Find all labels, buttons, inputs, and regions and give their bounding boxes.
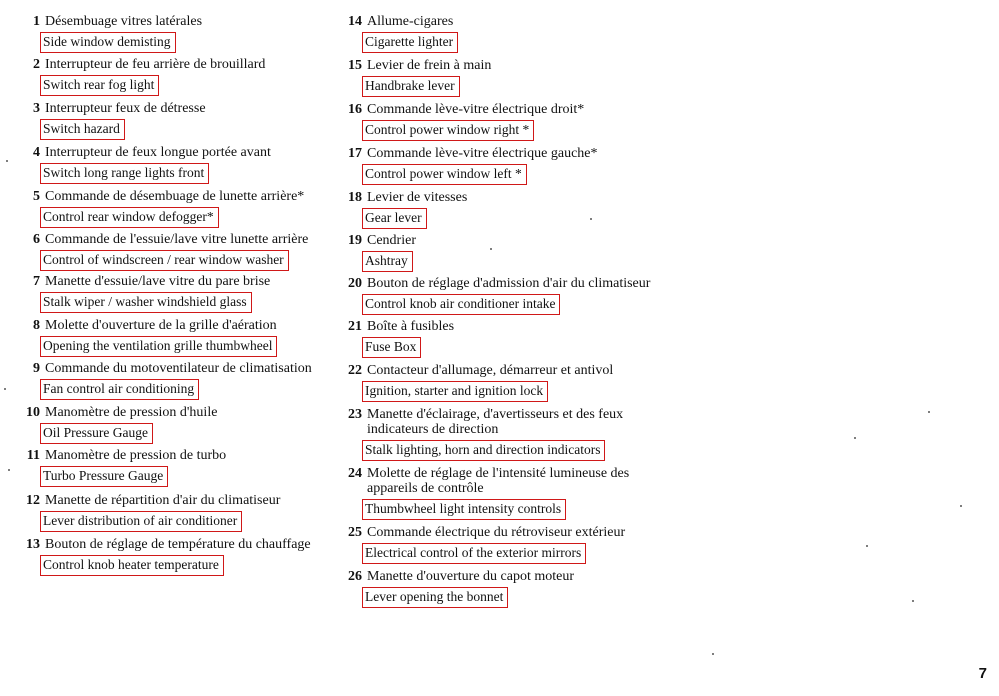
french-label: Manette d'ouverture du capot moteur: [367, 569, 575, 584]
legend-entry: [340, 102, 670, 141]
french-label-row: [340, 14, 670, 29]
french-label: Levier de frein à main: [367, 58, 492, 73]
scan-speck: [8, 469, 10, 471]
legend-entry: [340, 569, 670, 608]
item-number: 11: [26, 448, 40, 463]
scan-speck: [854, 437, 856, 439]
item-number: 24: [348, 466, 362, 481]
french-label-row: [18, 101, 328, 116]
french-label: Manomètre de pression d'huile: [45, 405, 218, 420]
legend-entry: [340, 190, 670, 229]
english-translation-box: Oil Pressure Gauge: [40, 423, 153, 444]
scan-speck: [960, 505, 962, 507]
french-label: Cendrier: [367, 233, 416, 248]
english-translation-box: Ignition, starter and ignition lock: [362, 381, 548, 402]
french-label: Interrupteur de feu arrière de brouillard: [45, 57, 266, 72]
french-label-row: [18, 145, 328, 160]
french-label: Commande de désembuage de lunette arrière*: [45, 189, 305, 204]
french-label: Commande du motoventilateur de climatisation: [45, 361, 312, 376]
legend-entry: [340, 14, 670, 53]
french-label-row: [18, 57, 328, 72]
scan-speck: [928, 411, 930, 413]
french-label-row: [340, 146, 670, 161]
french-label: Allume-cigares: [367, 14, 454, 29]
french-label: Interrupteur feux de détresse: [45, 101, 206, 116]
english-translation-box: Switch hazard: [40, 119, 125, 140]
legend-entry: [18, 145, 328, 184]
right-column: [340, 14, 670, 608]
french-label-row: [340, 102, 670, 117]
french-label-row: [18, 274, 328, 289]
english-translation-box: Control knob heater temperature: [40, 555, 224, 576]
legend-entry: [18, 493, 328, 532]
legend-entry: [18, 14, 328, 53]
french-label-row: [18, 537, 328, 552]
scan-speck: [712, 653, 714, 655]
scan-speck: [490, 248, 492, 250]
english-translation-box: Handbrake lever: [362, 76, 460, 97]
legend-entry: [340, 466, 670, 520]
english-translation-box: Lever distribution of air conditioner: [40, 511, 242, 532]
item-number: 21: [348, 319, 362, 334]
english-translation-box: Control knob air conditioner intake: [362, 294, 560, 315]
french-label: Manette d'éclairage, d'avertisseurs et des feux indicateurs de direction: [367, 407, 624, 437]
item-number: 4: [33, 145, 40, 160]
item-number: 25: [348, 525, 362, 540]
french-label-row: [340, 407, 670, 437]
legend-entry: [340, 363, 670, 402]
legend-entry: [18, 57, 328, 96]
legend-entry: [340, 319, 670, 358]
english-translation-box: Fuse Box: [362, 337, 421, 358]
french-label-row: [340, 363, 670, 378]
french-label-row: [18, 448, 328, 463]
legend-entry: [18, 537, 328, 576]
french-label: Interrupteur de feux longue portée avant: [45, 145, 271, 160]
french-label: Manette d'essuie/lave vitre du pare brise: [45, 274, 271, 289]
french-label: Manomètre de pression de turbo: [45, 448, 227, 463]
french-label-row: [340, 276, 670, 291]
french-label-row: [18, 232, 328, 247]
legend-entry: [18, 448, 328, 487]
scan-speck: [6, 160, 8, 162]
legend-entry: [18, 232, 328, 271]
english-translation-box: Gear lever: [362, 208, 427, 229]
legend-entry: [18, 189, 328, 228]
french-label-row: [340, 569, 670, 584]
item-number: 14: [348, 14, 362, 29]
french-label: Commande électrique du rétroviseur extérieur: [367, 525, 626, 540]
french-label-row: [340, 190, 670, 205]
item-number: 18: [348, 190, 362, 205]
scan-speck: [4, 388, 6, 390]
legend-entry: [340, 58, 670, 97]
english-translation-box: Ashtray: [362, 251, 413, 272]
french-label-row: [340, 525, 670, 540]
english-translation-box: Side window demisting: [40, 32, 176, 53]
legend-entry: [340, 525, 670, 564]
english-translation-box: Lever opening the bonnet: [362, 587, 508, 608]
french-label: Boîte à fusibles: [367, 319, 455, 334]
legend-entry: [18, 101, 328, 140]
french-label: Commande lève-vitre électrique gauche*: [367, 146, 598, 161]
item-number: 8: [33, 318, 40, 333]
english-translation-box: Opening the ventilation grille thumbwheel: [40, 336, 277, 357]
item-number: 13: [26, 537, 40, 552]
english-translation-box: Control power window right *: [362, 120, 534, 141]
french-label-row: [340, 466, 670, 496]
item-number: 17: [348, 146, 362, 161]
legend-entry: [18, 274, 328, 313]
french-label-row: [18, 14, 328, 29]
french-label: Bouton de réglage de température du chauffage: [45, 537, 311, 552]
french-label: Manette de répartition d'air du climatiseur: [45, 493, 281, 508]
french-label-row: [18, 189, 328, 204]
item-number: 23: [348, 407, 362, 422]
french-label-row: [18, 361, 328, 376]
item-number: 16: [348, 102, 362, 117]
item-number: 9: [33, 361, 40, 376]
item-number: 6: [33, 232, 40, 247]
english-translation-box: Stalk wiper / washer windshield glass: [40, 292, 252, 313]
french-label: Commande de l'essuie/lave vitre lunette arrière: [45, 232, 309, 247]
english-translation-box: Switch long range lights front: [40, 163, 209, 184]
item-number: 19: [348, 233, 362, 248]
english-translation-box: Switch rear fog light: [40, 75, 159, 96]
english-translation-box: Cigarette lighter: [362, 32, 458, 53]
french-label-row: [340, 319, 670, 334]
english-translation-box: Fan control air conditioning: [40, 379, 199, 400]
legend-entry: [18, 405, 328, 444]
english-translation-box: Electrical control of the exterior mirrors: [362, 543, 586, 564]
french-label: Molette d'ouverture de la grille d'aération: [45, 318, 277, 333]
left-column: [18, 14, 328, 576]
french-label-row: [18, 405, 328, 420]
item-number: 15: [348, 58, 362, 73]
french-label-row: [18, 318, 328, 333]
scan-speck: [866, 545, 868, 547]
scan-speck: [590, 218, 592, 220]
legend-entry: [18, 361, 328, 400]
item-number: 12: [26, 493, 40, 508]
french-label-row: [18, 493, 328, 508]
scan-speck: [912, 600, 914, 602]
legend-entry: [340, 146, 670, 185]
item-number: 26: [348, 569, 362, 584]
english-translation-box: Control of windscreen / rear window washer: [40, 250, 289, 271]
item-number: 7: [33, 274, 40, 289]
french-label: Levier de vitesses: [367, 190, 468, 205]
item-number: 22: [348, 363, 362, 378]
legend-entry: [340, 407, 670, 461]
legend-entry: [18, 318, 328, 357]
english-translation-box: Control rear window defogger*: [40, 207, 219, 228]
english-translation-box: Turbo Pressure Gauge: [40, 466, 168, 487]
french-label: Contacteur d'allumage, démarreur et antivol: [367, 363, 614, 378]
page-number: 7: [978, 665, 987, 682]
french-label-row: [340, 233, 670, 248]
legend-entry: [340, 276, 670, 315]
english-translation-box: Stalk lighting, horn and direction indicators: [362, 440, 605, 461]
english-translation-box: Control power window left *: [362, 164, 527, 185]
french-label-row: [340, 58, 670, 73]
item-number: 2: [33, 57, 40, 72]
legend-entry: [340, 233, 670, 272]
item-number: 20: [348, 276, 362, 291]
french-label: Désembuage vitres latérales: [45, 14, 203, 29]
item-number: 5: [33, 189, 40, 204]
item-number: 1: [33, 14, 40, 29]
item-number: 3: [33, 101, 40, 116]
french-label: Bouton de réglage d'admission d'air du climatiseur: [367, 276, 651, 291]
item-number: 10: [26, 405, 40, 420]
french-label: Molette de réglage de l'intensité lumineuse des appareils de contrôle: [367, 466, 630, 496]
french-label: Commande lève-vitre électrique droit*: [367, 102, 585, 117]
english-translation-box: Thumbwheel light intensity controls: [362, 499, 566, 520]
